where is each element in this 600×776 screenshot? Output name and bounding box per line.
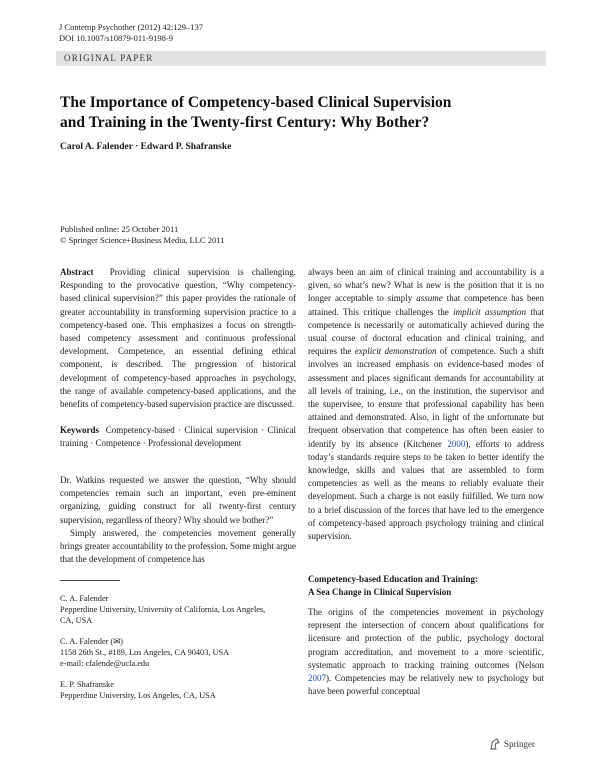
paper-title bbox=[60, 93, 540, 133]
springer-horse-icon bbox=[489, 738, 501, 750]
keywords bbox=[60, 424, 296, 450]
doi: DOI 10.1007/s10879-011-9198-9 bbox=[59, 33, 173, 43]
abstract bbox=[60, 266, 296, 411]
keywords-label: Keywords bbox=[60, 425, 99, 435]
emphasis-implicit: implicit assumption bbox=[453, 306, 527, 317]
affiliation-line: CA, USA bbox=[60, 616, 93, 625]
publisher-logo bbox=[489, 738, 535, 750]
affiliation-3 bbox=[60, 679, 296, 701]
affiliation-name: E. P. Shafranske bbox=[60, 680, 114, 689]
section-heading bbox=[308, 573, 544, 599]
body-left bbox=[60, 474, 296, 566]
article-type-label: ORIGINAL PAPER bbox=[64, 53, 154, 63]
section-heading-line-2: A Sea Change in Clinical Supervision bbox=[308, 587, 452, 597]
title-line-2: and Training in the Twenty-first Century: Why Bother? bbox=[60, 114, 430, 131]
emphasis-explicit: explicit demonstration bbox=[354, 346, 437, 357]
body-right bbox=[308, 266, 544, 543]
body-right-paragraph-2: The origins of the competencies movement in psychology represent the intersection of concern about qualifications for licensure and protection of the public, psychology doctoral program accreditation, and movement to a more scientific, systematic approach to tracking training outcomes (Nelson 2007). Competencies may be relatively new to psychology but have been powerful conceptual bbox=[308, 607, 544, 697]
publisher-name: Springer bbox=[504, 739, 535, 749]
affiliation-name: C. A. Falender bbox=[60, 594, 109, 603]
body-left-paragraph-1: Dr. Watkins requested we answer the question, “Why should competencies remain such an important, even pre-eminent organizing, guiding construct for all twenty-first century supervision, regardless of theory? Why should we bother?” bbox=[60, 475, 296, 525]
affiliation-line: 1158 26th St., #189, Los Angeles, CA 90403, USA bbox=[60, 648, 230, 657]
abstract-text: Providing clinical supervision is challenging. Responding to the provocative question, “Why competency-based clinical supervision?” this paper provides the rationale of greater accountability in transforming supervision practice to a competency-based one. This emphasizes a focus on strength-based competency assessment and continuous professional development. Competence, an essential defining ethical component, is described. The progression of historical development of competency-based approaches in psychology, the range of available competency-based applications, and the benefits of competency-based supervision practice are discussed. bbox=[60, 267, 297, 410]
article-type-banner bbox=[56, 51, 546, 66]
affiliation-line: Pepperdine University, Los Angeles, CA, USA bbox=[60, 691, 216, 700]
affiliation-2 bbox=[60, 636, 296, 669]
affiliation-email[interactable]: e-mail: cfalende@ucla.edu bbox=[60, 659, 150, 668]
journal-citation: J Contemp Psychother (2012) 42:129–137 bbox=[59, 22, 204, 32]
citation-link[interactable]: 2007 bbox=[308, 673, 326, 684]
affiliation-name: C. A. Falender (✉) bbox=[60, 637, 123, 646]
affiliation-1 bbox=[60, 593, 296, 626]
title-line-1: The Importance of Competency-based Clinical Supervision bbox=[60, 94, 452, 111]
emphasis-assume: assume bbox=[416, 293, 443, 304]
footnote-divider bbox=[60, 580, 120, 581]
affiliation-line: Pepperdine University, University of California, Los Angeles, bbox=[60, 605, 266, 614]
keywords-text: Competency-based · Clinical supervision · Clinical training · Competence · Professional development bbox=[60, 425, 296, 449]
body-right-section bbox=[308, 606, 544, 698]
body-left-paragraph-2: Simply answered, the competencies movement generally brings greater accountability to the profession. Some might argue that the development of competence has bbox=[60, 527, 296, 565]
citation-link[interactable]: 2000 bbox=[447, 438, 466, 449]
body-right-paragraph-1: always been an aim of clinical training and accountability is a given, so what’s new? What is new is the position that it is no longer acceptable to simply assume that competence has been attained. This critique challenges the implicit assumption that competence is necessarily or automatically achieved during the usual course of doctoral education and clinical training, and requires the explicit demonstration of competence. Such a shift involves an increased emphasis on evidence-based modes of assessment and places significant demands for accountability at all levels of training, i.e., on the institution, the supervisor and the supervisee, to ensure that professional capability has been attained and demonstrated. Also, in light of the unfortunate but frequent observation that competence has often been easier to identify by its absence (Kitchener 2000), efforts to address today’s standards require steps to be taken to better identify the knowledge, skills and values that are assembled to form competencies as well as the means to reliably evaluate their development. Such a charge is not easily fulfilled. We turn now to a brief discussion of the forces that have led to the emergence of competency-based approach psychology training and clinical supervision. bbox=[308, 267, 545, 542]
authors: Carol A. Falender · Edward P. Shafranske bbox=[60, 142, 232, 152]
copyright: © Springer Science+Business Media, LLC 2011 bbox=[60, 235, 225, 245]
published-date: Published online: 25 October 2011 bbox=[60, 224, 179, 234]
section-heading-line-1: Competency-based Education and Training: bbox=[308, 574, 478, 584]
abstract-label: Abstract bbox=[60, 267, 94, 277]
